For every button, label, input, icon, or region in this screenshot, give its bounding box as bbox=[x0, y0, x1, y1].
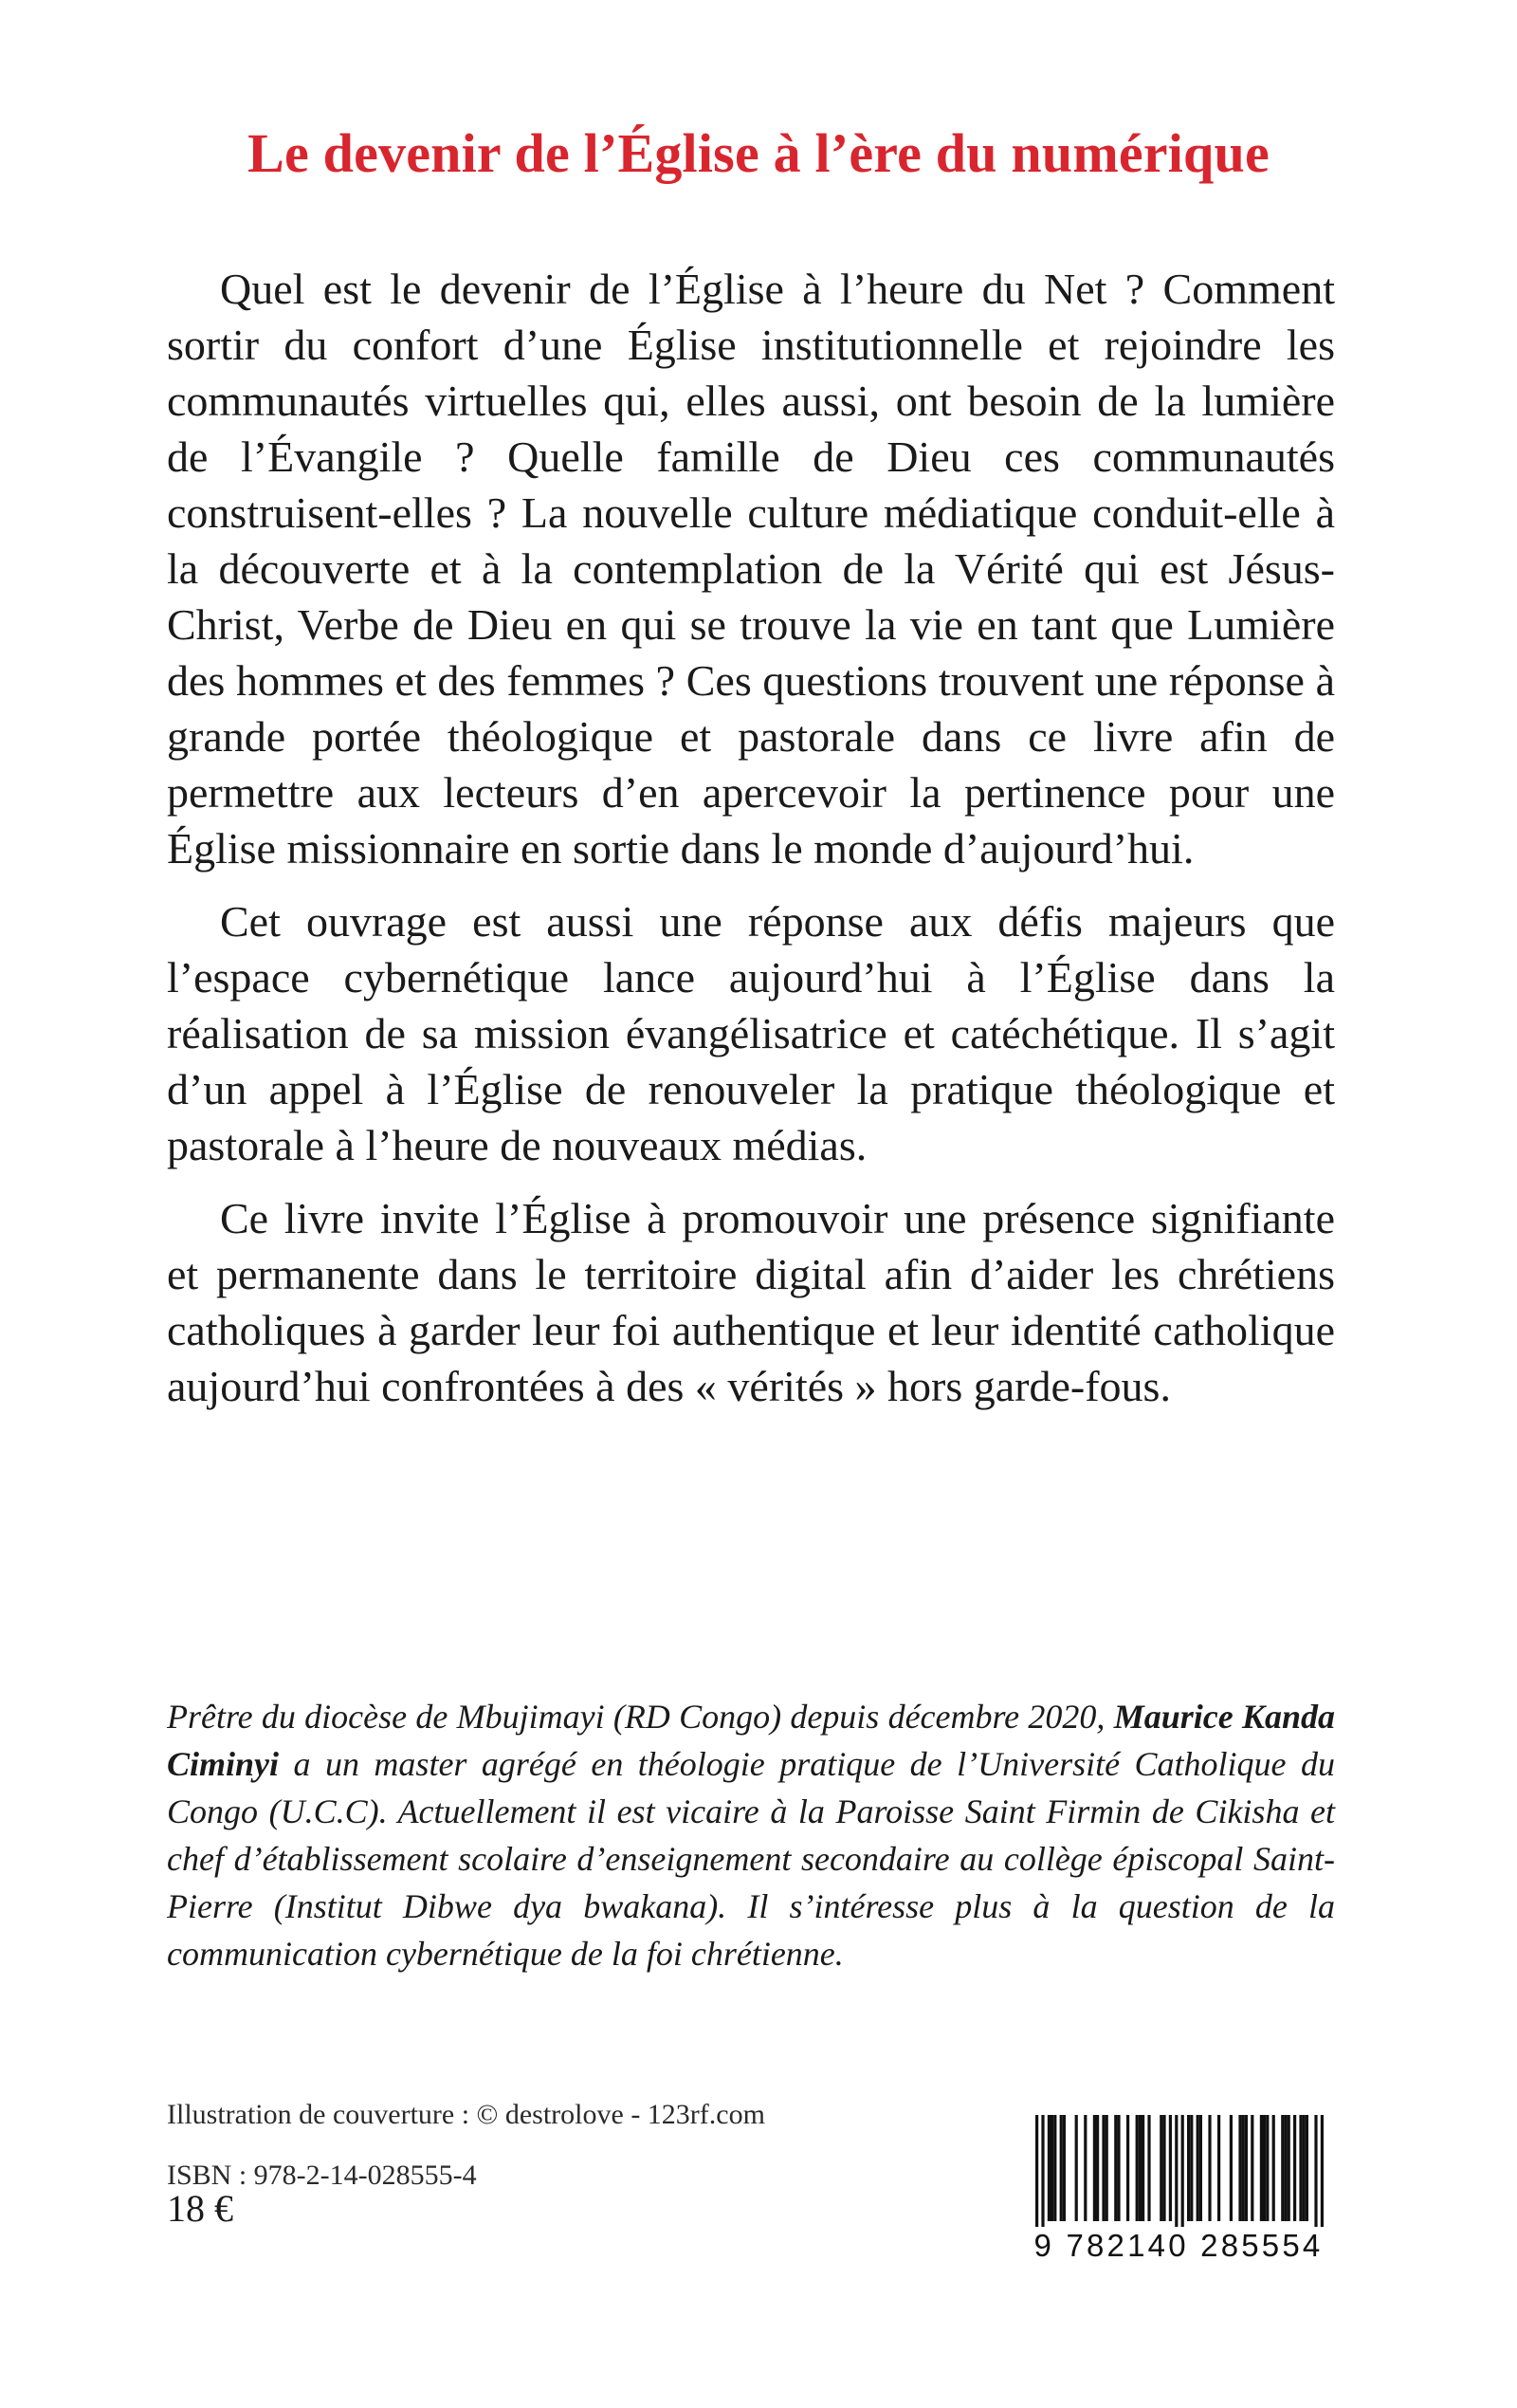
barcode-bar bbox=[1147, 2115, 1150, 2221]
barcode-bar bbox=[1197, 2115, 1199, 2221]
barcode-bar bbox=[1060, 2115, 1063, 2221]
author-name: Maurice Kanda Ciminyi bbox=[167, 1698, 1335, 1783]
author-bio-rest: a un master agrégé en théologie pratique de l’Université Catholique du Congo (U.C.C). Actuellement il est vicaire à la Paroisse Saint Firmin de Cikisha et chef d’établissement scolaire d’enseignement secondaire au collège épiscopal Saint-Pierre (Institut Dibwe dya bwakana). Il s’intéresse plus à la question de la communication cybernétique de la foi chrétienne. bbox=[167, 1745, 1335, 1973]
barcode-bar bbox=[1162, 2115, 1165, 2221]
illustration-credit: Illustration de couverture : © destrolove - 123rf.com bbox=[167, 2099, 765, 2130]
barcode-bar bbox=[1260, 2115, 1263, 2221]
barcode-bar bbox=[1272, 2115, 1275, 2221]
barcode-bar bbox=[1238, 2115, 1241, 2221]
barcode-bar bbox=[1284, 2115, 1287, 2221]
barcode-bar bbox=[1169, 2115, 1172, 2221]
barcode-bar bbox=[1160, 2115, 1162, 2221]
barcode-bar bbox=[1199, 2115, 1202, 2221]
barcode-bar bbox=[1142, 2115, 1144, 2221]
barcode-bar bbox=[1251, 2115, 1253, 2221]
barcode-bar bbox=[1048, 2115, 1051, 2221]
book-title: Le devenir de l’Église à l’ère du numérique bbox=[247, 122, 1270, 184]
barcode-bar bbox=[1288, 2115, 1290, 2221]
barcode-bar bbox=[1303, 2115, 1306, 2221]
barcode-bar bbox=[1242, 2115, 1245, 2221]
barcode-bar bbox=[1306, 2115, 1308, 2221]
summary-paragraph-3: Ce livre invite l’Église à promouvoir une présence signifiante et permanente dans le territoire digital afin d’aider les chrétiens catholiques à garder leur foi authentique et leur identité catholique aujourd’hui confrontées à des « vérités » hors garde-fous. bbox=[167, 1194, 1335, 1410]
barcode-bar bbox=[1041, 2115, 1044, 2233]
barcode-bar bbox=[1187, 2115, 1190, 2221]
barcode-bar bbox=[1051, 2115, 1053, 2221]
barcode-bar bbox=[1096, 2115, 1099, 2221]
barcode-bar bbox=[1035, 2115, 1038, 2233]
barcode-bar bbox=[1245, 2115, 1248, 2221]
isbn: ISBN : 978-2-14-028555-4 bbox=[167, 2160, 477, 2191]
barcode-bar bbox=[1084, 2115, 1087, 2221]
barcode-bar bbox=[1321, 2115, 1324, 2233]
barcode-bar bbox=[1190, 2115, 1193, 2221]
barcode-bar bbox=[1139, 2115, 1142, 2221]
barcode-bar bbox=[1175, 2115, 1178, 2233]
barcode-bar bbox=[1217, 2115, 1220, 2221]
barcode-bars bbox=[1022, 2115, 1335, 2233]
author-bio bbox=[167, 1693, 1335, 1977]
barcode-digits: 9 782140 285554 bbox=[1022, 2227, 1335, 2265]
price: 18 € bbox=[167, 2187, 233, 2230]
barcode-bar bbox=[1281, 2115, 1284, 2221]
barcode-bar bbox=[1293, 2115, 1296, 2221]
barcode-bar bbox=[1266, 2115, 1269, 2221]
barcode-bar bbox=[1063, 2115, 1066, 2221]
barcode-bar bbox=[1208, 2115, 1211, 2221]
summary-paragraph-1: Quel est le devenir de l’Église à l’heure du Net ? Comment sortir du confort d’une Église institutionnelle et rejoindre les communautés virtuelles qui, elles aussi, ont besoin de la lumière de l’Évangile ? Quelle famille de Dieu ces communautés construisent-elles ? La nouvelle culture médiatique conduit-elle à la découverte et à la contemplation de la Vérité qui est Jésus-Christ, Verbe de Dieu en qui se trouve la vie en tant que Lumière des hommes et des femmes ? Ces questions trouvent une réponse à grande portée théologique et pastorale dans ce livre afin de permettre aux lecteurs d’en apercevoir la pertinence pour une Église missionnaire en sortie dans le monde d’aujourd’hui. bbox=[167, 265, 1335, 873]
barcode-bar bbox=[1126, 2115, 1129, 2221]
barcode-bar bbox=[1314, 2115, 1317, 2233]
barcode-bar bbox=[1299, 2115, 1302, 2221]
barcode-bar bbox=[1053, 2115, 1056, 2221]
barcode-bar bbox=[1181, 2115, 1184, 2233]
barcode-bar bbox=[1114, 2115, 1117, 2221]
barcode-bar bbox=[1075, 2115, 1078, 2221]
author-bio-intro: Prêtre du diocèse de Mbujimayi (RD Congo) depuis décembre 2020, bbox=[167, 1698, 1106, 1736]
back-cover-summary bbox=[167, 261, 1335, 1431]
barcode-bar bbox=[1102, 2115, 1105, 2221]
barcode-bar bbox=[1136, 2115, 1139, 2221]
barcode-bar bbox=[1117, 2115, 1120, 2221]
barcode-bar bbox=[1263, 2115, 1266, 2221]
barcode-bar bbox=[1093, 2115, 1096, 2221]
isbn-barcode bbox=[1022, 2115, 1335, 2267]
summary-paragraph-2: Cet ouvrage est aussi une réponse aux défis majeurs que l’espace cybernétique lance aujourd’hui à l’Église dans la réalisation de sa mission évangélisatrice et catéchétique. Il s’agit d’un appel à l’Église de renouveler la pratique théologique et pastorale à l’heure de nouveaux médias. bbox=[167, 897, 1335, 1169]
barcode-bar bbox=[1106, 2115, 1108, 2221]
barcode-bar bbox=[1230, 2115, 1233, 2221]
